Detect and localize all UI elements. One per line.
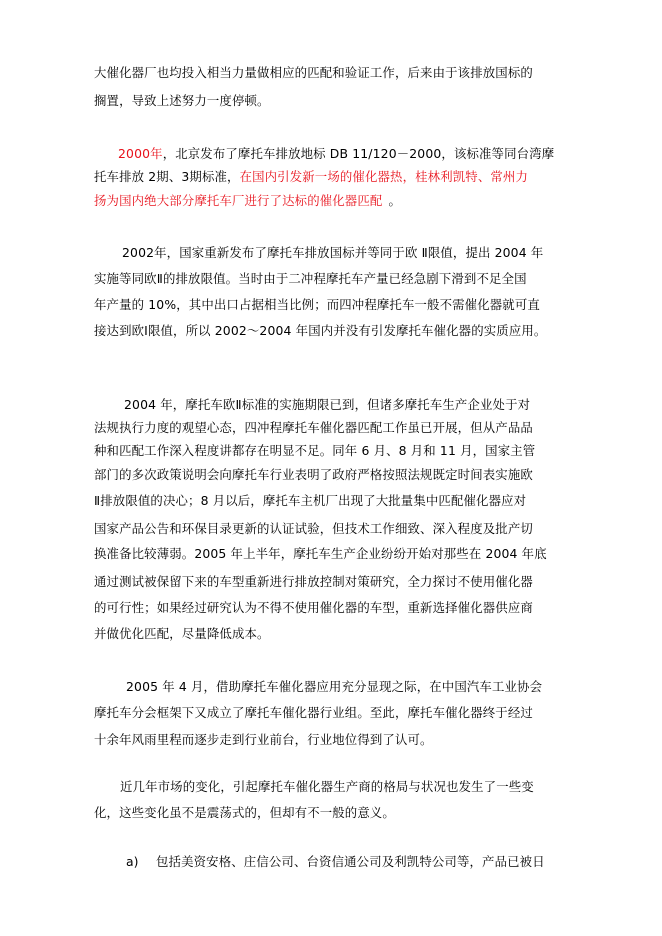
paragraph-line: 法规执行力度的观望心态，四冲程摩托车催化器匹配工作虽已开展，但从产品品 <box>94 420 533 435</box>
paragraph-line: 2002年，国家重新发布了摩托车排放国标并等同于欧 Ⅱ限值，提出 2004 年 <box>122 245 544 260</box>
body-text: ，北京发布了摩托车排放地标 DB 11/120－2000，该标准等同台湾摩 <box>162 146 555 161</box>
paragraph-line: 摩托车分会框架下又成立了摩托车催化器行业组。至此，摩托车催化器终于经过 <box>94 705 533 720</box>
list-marker: a) <box>126 854 139 869</box>
paragraph-line: 年产量的 10%，其中出口占据相当比例；而四冲程摩托车一般不需催化器就可直 <box>94 297 540 312</box>
paragraph-line: 接达到欧Ⅰ限值，所以 2002～2004 年国内并没有引发摩托车催化器的实质应用。 <box>94 323 547 338</box>
paragraph-line: 实施等同欧Ⅱ的排放限值。当时由于二冲程摩托车产量已经急剧下滑到不足全国 <box>94 271 527 286</box>
highlight-text: 扬为国内绝大部分摩托车厂进行了达标的催化器匹配 <box>94 193 383 208</box>
paragraph-line: 十余年风雨里程而逐步走到行业前台，行业地位得到了认可。 <box>94 732 433 747</box>
paragraph-line: 近几年市场的变化，引起摩托车催化器生产商的格局与状况也发生了一些变 <box>120 779 534 794</box>
paragraph-line: 的可行性；如果经过研究认为不得不使用催化器的车型，重新选择催化器供应商 <box>94 600 533 615</box>
highlight-text: 2000年 <box>118 146 163 161</box>
paragraph-line: Ⅱ排放限值的决心；8 月以后，摩托车主机厂出现了大批量集中匹配催化器应对 <box>94 493 527 508</box>
paragraph-line <box>94 169 528 185</box>
paragraph-line: 搁置，导致上述努力一度停顿。 <box>94 93 270 108</box>
paragraph-line: 国家产品公告和环保目录更新的认证试验，但技术工作细致、深入程度及批产切 <box>94 521 533 536</box>
paragraph-line: 大催化器厂也均投入相当力量做相应的匹配和验证工作，后来由于该排放国标的 <box>94 65 533 80</box>
paragraph-line: 2004 年，摩托车欧Ⅱ标准的实施期限已到，但诸多摩托车生产企业处于对 <box>124 397 531 412</box>
body-text: 托车排放 2期、3期标准， <box>94 169 240 184</box>
paragraph-line: 并做优化匹配，尽量降低成本。 <box>94 626 270 641</box>
paragraph-line <box>94 193 401 209</box>
body-text: 。 <box>388 193 401 208</box>
paragraph-line: 化，这些变化虽不是震荡式的，但却有不一般的意义。 <box>94 805 395 820</box>
list-item-text: 包括美资安格、庄信公司、台资信通公司及利凯特公司等，产品已被日 <box>156 854 545 869</box>
paragraph-line <box>118 146 554 162</box>
paragraph-line: 部门的多次政策说明会向摩托车行业表明了政府严格按照法规既定时间表实施欧 <box>94 467 533 482</box>
paragraph-line: 2005 年 4 月，借助摩托车催化器应用充分显现之际，在中国汽车工业协会 <box>126 679 543 694</box>
highlight-text: 在国内引发新一场的催化器热，桂林利凯特、常州力 <box>239 169 528 184</box>
paragraph-line: 换准备比较薄弱。2005 年上半年，摩托车生产企业纷纷开始对那些在 2004 年底 <box>94 546 547 561</box>
paragraph-line: 通过测试被保留下来的车型重新进行排放控制对策研究，全力探讨不使用催化器 <box>94 574 533 589</box>
paragraph-line: 种和匹配工作深入程度讲都存在明显不足。同年 6 月、8 月和 11 月，国家主管 <box>94 443 536 458</box>
